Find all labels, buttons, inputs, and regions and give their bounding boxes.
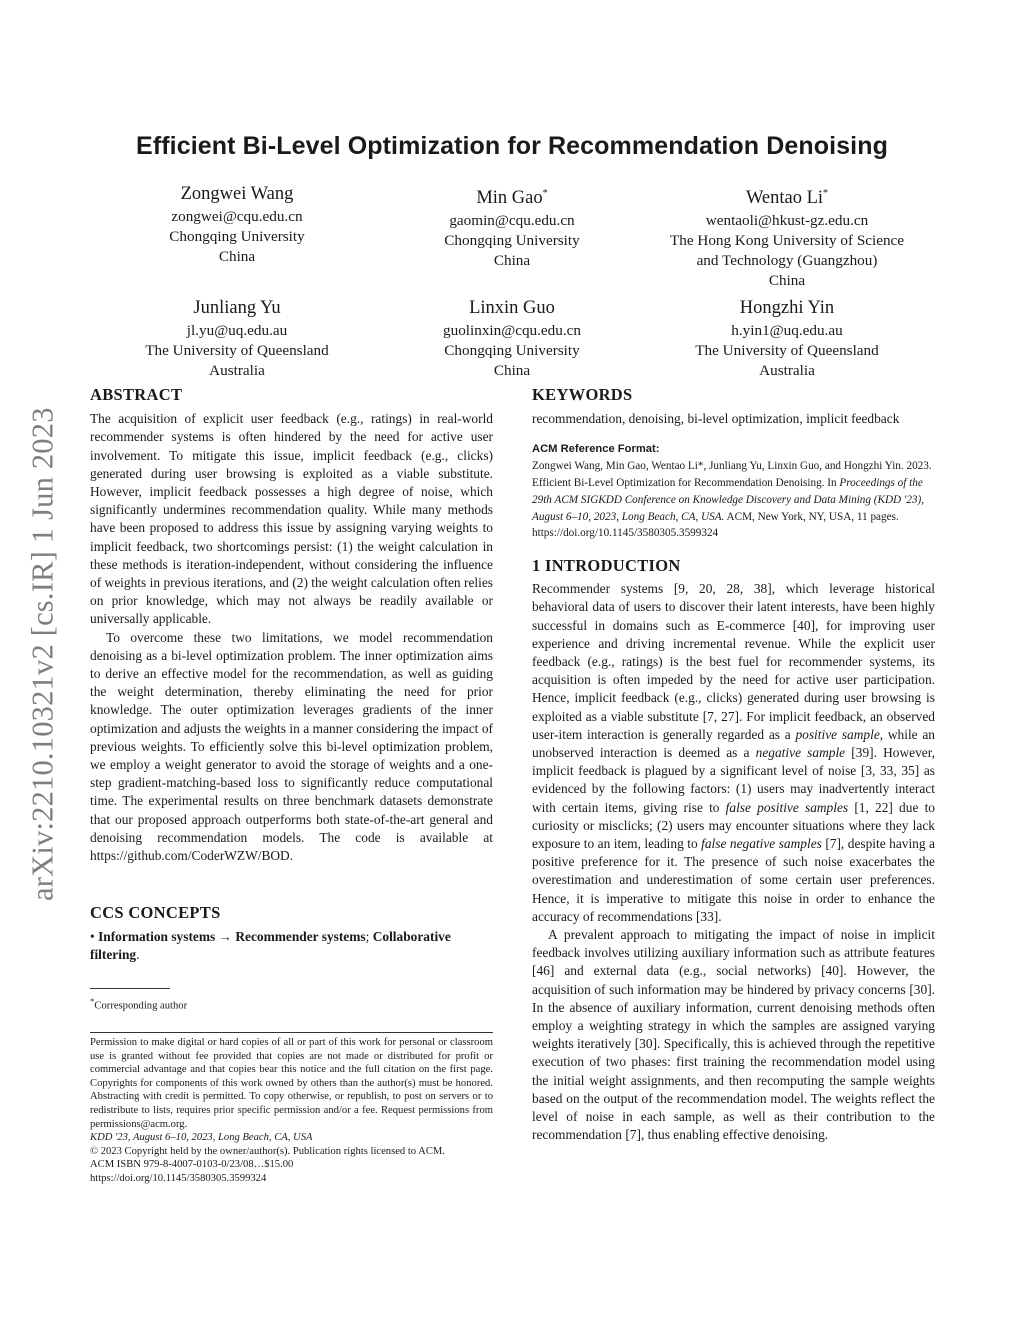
author-block [362, 181, 662, 271]
copyright-line: © 2023 Copyright held by the owner/author(s). Publication rights licensed to ACM. [90, 1145, 445, 1157]
corresponding-mark: * [542, 188, 548, 199]
author-block [362, 295, 662, 381]
ccs-item: Information systems [98, 929, 216, 945]
corresponding-mark: * [823, 188, 829, 199]
author-block [637, 295, 937, 381]
author-email[interactable]: jl.yu@uq.edu.au [186, 322, 288, 339]
ccs-separator: ; [365, 929, 370, 945]
ccs-item: Collaborative filtering [90, 929, 451, 963]
acm-reference-heading: ACM Reference Format: [532, 443, 660, 455]
author-name: Wentao Li [745, 188, 824, 209]
author-email[interactable]: guolinxin@cqu.edu.cn [443, 322, 581, 339]
introduction-heading: 1 INTRODUCTION [532, 556, 681, 575]
paper-title: Efficient Bi-Level Optimization for Recommendation Denoising [136, 132, 888, 160]
footnote [90, 995, 493, 1013]
author-name: Linxin Guo [469, 298, 555, 318]
doi-link[interactable]: https://doi.org/10.1145/3580305.3599324 [90, 1172, 267, 1184]
author-affiliation-line2: and Technology (Guangzhou) [696, 252, 878, 270]
keywords-section [532, 386, 935, 428]
author-affiliation: Chongqing University [169, 228, 305, 245]
acm-reference [532, 440, 935, 542]
author-email[interactable]: gaomin@cqu.edu.cn [449, 212, 575, 230]
keywords-text: recommendation, denoising, bi-level optimization, implicit feedback [532, 411, 900, 427]
ccs-end: . [136, 947, 140, 963]
permission-text: Permission to make digital or hard copies of all or part of this work for personal or classroom use is granted without fee provided that copies are not made or distributed for profit or commercial advantage and that copies bear this notice and the full citation on the first page. Copyrights for components of this work owned by others than the author(s) must be honored. Abstracting with credit is permitted. To copy otherwise, or republish, to post on servers or to redistribute to lists, requires prior specific permission and/or a fee. Request permissions from permissions@acm.org. [90, 1037, 493, 1130]
ccs-item: Recommender systems [235, 929, 366, 945]
ccs-concepts [90, 928, 493, 964]
emphasis: negative sample [755, 745, 846, 761]
ccs-bullet: • [90, 929, 95, 945]
author-name: Hongzhi Yin [739, 298, 835, 318]
keywords-heading: KEYWORDS [532, 385, 633, 404]
abstract-paragraph: The acquisition of explicit user feedback (e.g., ratings) in real-world recommender systems is often hindered by the need for active user involvement. To mitigate this issue, implicit feedback (e.g., clicks) generated during user browsing is exploited as a viable substitute. However, implicit feedback possesses a high degree of noise, which significantly undermines recommendation quality. While many methods have been proposed to address this issue by assigning varying weights to implicit feedback, two shortcomings persist: (1) the weight calculation in these methods is iteration-independent, without considering the influence of weights in previous iterations, and (2) the weight calculation often relies on prior knowledge, which may not always be readily available or universally applicable. [90, 411, 493, 627]
emphasis: false negative samples [701, 836, 822, 852]
author-affiliation: The University of Queensland [695, 342, 879, 359]
footnote-text: Corresponding author [94, 1000, 188, 1012]
acm-reference-part: Zongwei Wang, Min Gao, Wentao Li*, Junliang Yu, Linxin Guo, and Hongzhi Yin. 2023. Efficient Bi-Level Optimization for Recommendation Denoising. In [532, 460, 932, 489]
abstract-heading: ABSTRACT [90, 385, 183, 404]
author-affiliation: The University of Queensland [145, 342, 329, 359]
ccs-section [90, 904, 493, 965]
emphasis: positive sample [795, 726, 880, 742]
author-affiliation: The Hong Kong University of Science [669, 232, 905, 250]
author-affiliation: Chongqing University [444, 232, 580, 250]
isbn-line: ACM ISBN 979-8-4007-0103-0/23/08…$15.00 [90, 1159, 294, 1171]
author-block [637, 181, 937, 291]
acm-reference-proceedings: Proceedings of the 29th ACM SIGKDD Conference on Knowledge Discovery and Data Mining (KDD '23), August 6–10, 2023, Long Beach, CA, USA. [532, 477, 925, 523]
author-country: Australia [209, 362, 265, 379]
abstract-section [90, 386, 493, 865]
permission-block [90, 1036, 493, 1186]
author-email[interactable]: wentaoli@hkust-gz.edu.cn [705, 212, 869, 230]
author-email[interactable]: zongwei@cqu.edu.cn [171, 208, 303, 225]
emphasis: false positive samples [725, 799, 849, 815]
arxiv-identifier: arXiv:2210.10321v2 [cs.IR] 1 Jun 2023 [25, 407, 60, 901]
venue-line: KDD '23, August 6–10, 2023, Long Beach, CA, USA [90, 1132, 313, 1144]
author-name: Min Gao [476, 188, 543, 209]
permission-rule [90, 1032, 493, 1033]
author-country: China [218, 248, 256, 265]
acm-reference-part: ACM, New York, NY, USA, 11 pages. https://doi.org/10.1145/3580305.3599324 [532, 510, 899, 540]
author-country: China [493, 252, 531, 270]
author-country: China [768, 272, 806, 290]
author-affiliation: Chongqing University [444, 342, 580, 359]
arrow-icon: → [218, 929, 232, 945]
author-block [87, 181, 387, 267]
author-country: Australia [759, 362, 815, 379]
footnote-mark: * [90, 996, 95, 1006]
ccs-heading: CCS CONCEPTS [90, 903, 221, 922]
introduction-section [532, 557, 935, 1145]
introduction-paragraph: Recommender systems [9, 20, 28, 38], which leverage historical behavioral data of users to discover their latent interests, have been highly successful in domains such as E-commerce [40], for improving user experience and driving incremental revenue. While the explicit user feedback (e.g., ratings) is the best fuel for recommender systems, its acquisition is often impeded by the need for active user participation. Hence, implicit feedback (e.g., clicks) generated during user browsing is exploited as a viable substitute [7, 27]. For implicit feedback, an observed user-item interaction is generally regarded as a positive sample, while an unobserved interaction is deemed as a negative sample [39]. However, implicit feedback is plagued by a significant level of noise [3, 33, 35] as evidenced by the following factors: (1) users may inadvertently interact with certain items, giving rise to false positive samples [1, 22] due to curiosity or misclicks; (2) users may encounter situations where they lack exposure to an item, leading to false negative samples [7], despite having a positive preference for it. The presence of such noise exacerbates the overestimation and underestimation of some certain user preferences. Hence, it is imperative to mitigate this noise in order to enhance the accuracy of recommendations [33]. [532, 581, 936, 924]
author-name: Zongwei Wang [180, 184, 294, 204]
acm-reference-text [532, 458, 935, 542]
abstract-paragraph: To overcome these two limitations, we model recommendation denoising as a bi-level optimization problem. The inner optimization aims to derive an effective model for the recommendation, as well as guiding the weight determination, thereby eliminating the need for prior knowledge. The outer optimization leverages gradients of the inner optimization and adjusts the weights in a manner considering the impact of previous weights. To efficiently solve this bi-level optimization problem, we employ a weight generator to avoid the storage of weights and a one-step gradient-matching-based loss to significantly reduce computational time. The experimental results on three benchmark datasets demonstrate that our proposed approach outperforms both state-of-the-art general and denoising recommendation models. The code is available at https://github.com/CoderWZW/BOD. [90, 629, 493, 864]
author-email[interactable]: h.yin1@uq.edu.au [731, 322, 843, 339]
author-block [87, 295, 387, 381]
author-name: Junliang Yu [193, 298, 281, 318]
footnote-rule [90, 988, 170, 989]
author-country: China [493, 362, 531, 379]
introduction-paragraph: A prevalent approach to mitigating the impact of noise in implicit feedback involves utilizing auxiliary information such as attribute features [46] and external data (e.g., social networks) [40]. However, the acquisition of such information may be hindered by privacy concerns [30]. In the absence of auxiliary information, current denoising methods often employ a weighting strategy in which the samples are assigned varying weights iteratively [30]. Specifically, this is achieved through the repetitive execution of two phases: first training the recommendation model using the initial weight assignments, and then recomputing the sample weights based on the output of the recommendation model. The weights reflect the level of noise in each sample, as well as their contribution to the recommendation [7], thus enabling effective denoising. [532, 927, 935, 1143]
